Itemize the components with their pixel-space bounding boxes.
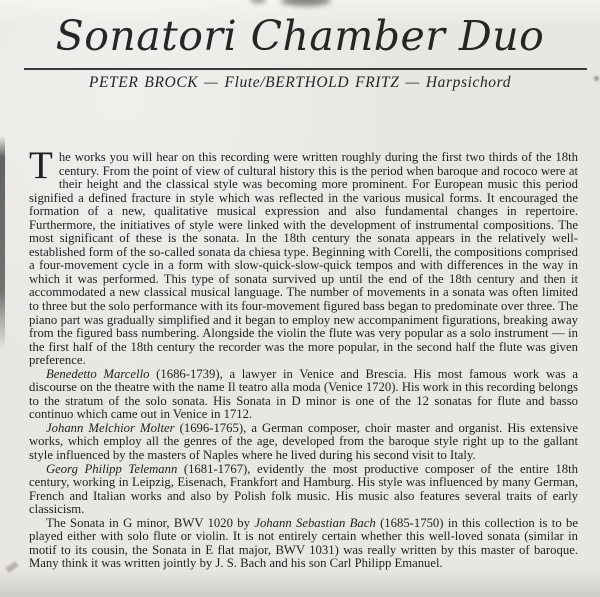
scan-smudge-icon — [281, 0, 331, 6]
body-paragraph — [29, 144, 578, 368]
emphasized-name: Benedetto Marcello — [46, 366, 157, 381]
performers-line: PETER BROCK — Flute/BERTHOLD FRITZ — Harpsichord — [88, 74, 512, 91]
text-segment: The Sonata in G minor, BWV 1020 by — [46, 515, 255, 530]
emphasized-name: Georg Philipp Telemann — [46, 461, 184, 476]
page-title: Sonatori Chamber Duo — [55, 12, 545, 60]
body-paragraph — [29, 517, 578, 571]
text-segment: (1685-1750) in this collection is to be played either with solo flute or violin. It is not entirely certain whether this well-loved sonata (similar in motif to its cousin, the Sonata in E flat major, BWV 1031) was really written by this master of baroque. Many think it was written jointly by J. S. Bach and his son Carl Philipp Emanuel. — [29, 515, 578, 571]
title-divider — [24, 68, 587, 70]
emphasized-name: Johann Melchior Molter — [46, 420, 180, 435]
text-segment: (1696-1765), a German composer, choir master and organist. His extensive works, which employ all the genres of the age, developed from the baroque style right up to the gallant style influenced by the masters of Naples where he lived during his second visit to Italy. — [29, 420, 578, 463]
text-segment: (1681-1767), evidently the most productive composer of the entire 18th century, working in Leipzig, Eisenach, Frankfort and Hamburg. His style was influenced by many German, French and Italian works and also by Polish folk music. His music also features several traits of early classicism. — [29, 461, 578, 517]
scan-edge-shadow — [0, 136, 5, 350]
text-segment: he works you will hear on this recording were written roughly during the first two thirds of the 18th century. From the point of view of cultural history this is the period when baroque and rococo were at their height and the classical style was becoming more prominent. For European music this period signified a defined fracture in style which was reflected in the various musical forms. It encouraged the formation of a new, qualitative musical expression and also fundamental changes in repertoire. Furthermore, the initiatives of style were linked with the development of instrumental compositions. The most significant of these is the sonata. In the 18th century the sonata appears in the relatively well- established form of the so-called sonata da chiesa type. Beginning with Corelli, the compositions comprised a four-movement cycle in a form with slow-quick-slow-quick tempos and with differences in the way in which it was performed. This type of sonata survived up until the end of the 18th century and then it accommodated a new classical musical language. The number of movements in a sonata was often limited to three but the solo performance with its four-movement figured bass began to predominate over three. The piano part was gradually simplified and it began to employ new accompaniment figurations, breaking away from the figured bass numbering. Alongside the violin the flute was very popular as a solo instrument — in the first half of the 18th century the recorder was the more popular, in the second half the flute was given preference. — [29, 150, 578, 368]
drop-cap: T — [29, 144, 53, 187]
emphasized-name: Johann Sebastian Bach — [254, 515, 381, 530]
text-segment: (1686-1739), a lawyer in Venice and Brescia. His most famous work was a discourse on the theatre with the name Il teatro alla moda (Venice 1720). His work in this recording belongs to the stratum of the solo sonata. His Sonata in D minor is one of the 12 sonatas for flute and basso continuo which came out in Venice in 1712. — [29, 366, 578, 422]
body-paragraph — [29, 422, 578, 463]
liner-notes-text — [29, 144, 578, 571]
body-paragraph — [29, 368, 578, 422]
scan-speck-icon — [5, 561, 18, 573]
scan-smudge-icon — [250, 0, 266, 4]
body-paragraph — [29, 463, 578, 517]
